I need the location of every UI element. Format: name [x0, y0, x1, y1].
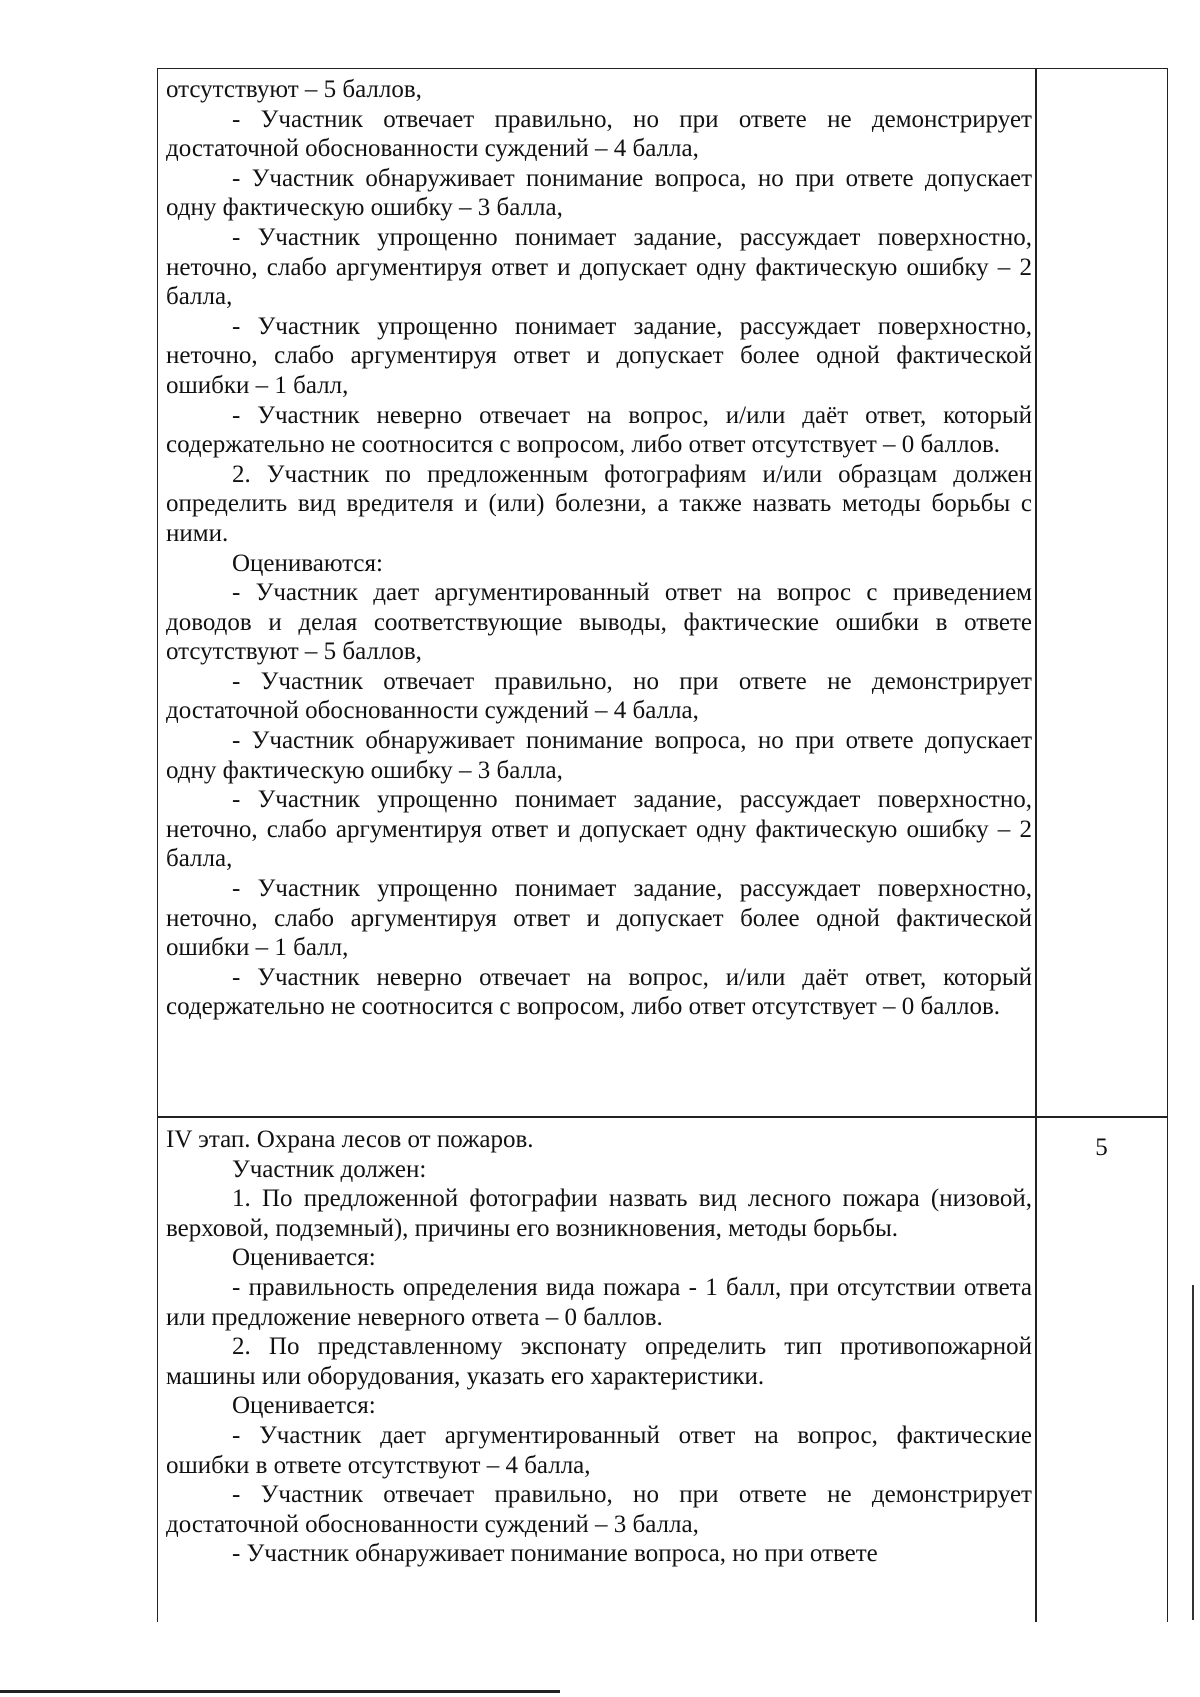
scan-edge-mark	[1192, 1285, 1194, 1620]
paragraph: - Участник обнаруживает понимание вопроса, но при ответе допускает одну фактическую ошибку – 3 балла,	[166, 164, 1032, 222]
row-divider	[158, 1116, 1167, 1118]
paragraph: Оценивается:	[232, 1392, 376, 1420]
row2-score-cell: 5	[1095, 1134, 1108, 1161]
paragraph: - Участник отвечает правильно, но при ответе не демонстрирует достаточной обоснованности суждений – 4 балла,	[166, 105, 1032, 163]
paragraph: Участник должен:	[232, 1155, 427, 1183]
criteria-table	[157, 68, 1168, 1622]
scan-bottom-line	[0, 1690, 560, 1693]
paragraph: - Участник отвечает правильно, но при ответе не демонстрирует достаточной обоснованности суждений – 3 балла,	[166, 1481, 1032, 1538]
paragraph: - Участник неверно отвечает на вопрос, и/или даёт ответ, который содержательно не соотносится с вопросом, либо ответ отсутствует – 0 баллов.	[166, 963, 1032, 1021]
paragraph: Оценивается:	[232, 1244, 376, 1272]
paragraph: - Участник упрощенно понимает задание, рассуждает поверхностно, неточно, слабо аргументируя ответ и допускает более одной фактической ошибки – 1 балл,	[166, 312, 1032, 399]
paragraph: - Участник отвечает правильно, но при ответе не демонстрирует достаточной обоснованности суждений – 4 балла,	[166, 667, 1032, 725]
paragraph: - Участник обнаруживает понимание вопроса, но при ответе	[232, 1540, 878, 1568]
paragraph: - Участник упрощенно понимает задание, рассуждает поверхностно, неточно, слабо аргументируя ответ и допускает одну фактическую ошибку – 2 балла,	[166, 223, 1032, 311]
paragraph: 2. Участник по предложенным фотографиям и/или образцам должен определить вид вредителя и (или) болезни, а также назвать методы борьбы с ними.	[166, 460, 1032, 547]
paragraph: - Участник дает аргументированный ответ на вопрос с приведением доводов и делая соответствующие выводы, фактические ошибки в ответе отсутствуют – 5 баллов,	[166, 579, 1032, 666]
paragraph: 2. По представленному экспонату определить тип противопожарной машины или оборудования, указать его характеристики.	[166, 1333, 1032, 1390]
column-divider	[1035, 69, 1037, 1622]
paragraph: отсутствуют – 5 баллов,	[166, 76, 422, 103]
paragraph: - Участник упрощенно понимает задание, рассуждает поверхностно, неточно, слабо аргументируя ответ и допускает более одной фактической ошибки – 1 балл,	[166, 875, 1032, 962]
paragraph: - Участник дает аргументированный ответ на вопрос, фактические ошибки в ответе отсутствуют – 4 балла,	[166, 1421, 1032, 1479]
paragraph: - правильность определения вида пожара - 1 балл, при отсутствии ответа или предложение неверного ответа – 0 баллов.	[166, 1273, 1032, 1331]
paragraph: - Участник упрощенно понимает задание, рассуждает поверхностно, неточно, слабо аргументируя ответ и допускает одну фактическую ошибку – 2 балла,	[166, 786, 1032, 873]
paragraph: 1. По предложенной фотографии назвать вид лесного пожара (низовой, верховой, подземный), причины его возникновения, методы борьбы.	[166, 1185, 1032, 1242]
stage-heading: IV этап. Охрана лесов от пожаров.	[166, 1126, 534, 1153]
paragraph: Оцениваются:	[232, 549, 383, 577]
row2-description-cell	[166, 1125, 1032, 1569]
paragraph: - Участник неверно отвечает на вопрос, и/или даёт ответ, который содержательно не соотносится с вопросом, либо ответ отсутствует – 0 баллов.	[166, 401, 1032, 459]
paragraph: - Участник обнаруживает понимание вопроса, но при ответе допускает одну фактическую ошибку – 3 балла,	[166, 727, 1032, 784]
row1-description-cell	[166, 75, 1032, 1022]
